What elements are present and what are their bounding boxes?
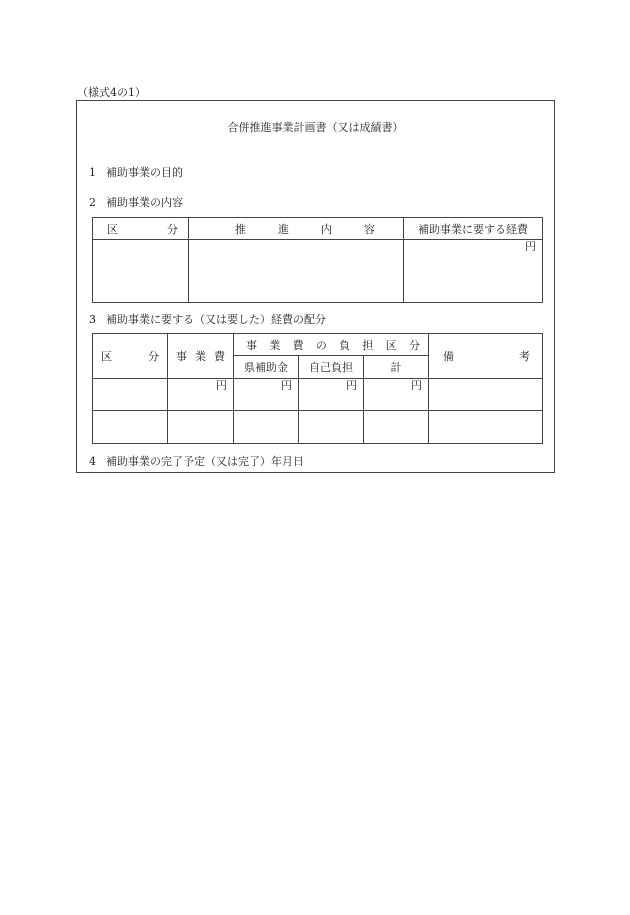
section-3-heading xyxy=(89,311,326,327)
header-kubun: 区 分 xyxy=(93,218,189,240)
section-number: 4 xyxy=(89,455,96,468)
cell-jigyohi[interactable] xyxy=(168,411,234,444)
section-2-heading xyxy=(89,194,183,210)
table-row xyxy=(93,411,543,444)
cell-jiko-futan[interactable] xyxy=(299,411,364,444)
section-label: 補助事業の内容 xyxy=(106,196,183,209)
cell-kubun[interactable] xyxy=(93,379,168,411)
contents-table xyxy=(92,217,543,303)
cell-kei[interactable]: 円 xyxy=(364,379,429,411)
cell-kei[interactable] xyxy=(364,411,429,444)
section-label: 補助事業に要する（又は要した）経費の配分 xyxy=(106,313,326,326)
cell-ken-hojokin[interactable] xyxy=(234,411,299,444)
header-kei: 計 xyxy=(364,356,429,379)
header-ken-hojokin: 県補助金 xyxy=(234,356,299,379)
section-label: 補助事業の完了予定（又は完了）年月日 xyxy=(106,455,304,468)
section-number: 2 xyxy=(89,196,96,209)
cost-allocation-table xyxy=(92,333,543,444)
cell-jiko-futan[interactable]: 円 xyxy=(299,379,364,411)
header-futan-kubun: 事 業 費 の 負 担 区 分 xyxy=(234,334,429,356)
document-title: 合併推進事業計画書（又は成績書） xyxy=(227,121,404,134)
form-number: （様式4の1） xyxy=(77,86,146,99)
cell-kubun[interactable] xyxy=(93,240,189,303)
header-kubun: 区 分 xyxy=(93,334,168,379)
section-number: 3 xyxy=(89,313,96,326)
cell-biko[interactable] xyxy=(429,379,543,411)
table-header-row xyxy=(93,334,543,356)
cell-kubun[interactable] xyxy=(93,411,168,444)
header-content: 推 進 内 容 xyxy=(189,218,404,240)
section-4-heading xyxy=(89,453,304,469)
cell-jigyohi[interactable]: 円 xyxy=(168,379,234,411)
table-row xyxy=(93,379,543,411)
section-label: 補助事業の目的 xyxy=(106,166,183,179)
header-cost: 補助事業に要する経費 xyxy=(404,218,543,240)
cell-cost[interactable]: 円 xyxy=(404,240,543,303)
cell-biko[interactable] xyxy=(429,411,543,444)
section-number: 1 xyxy=(89,166,96,179)
table-row xyxy=(93,240,543,303)
cell-ken-hojokin[interactable]: 円 xyxy=(234,379,299,411)
table-header-row xyxy=(93,218,543,240)
header-biko: 備 考 xyxy=(429,334,543,379)
cell-content[interactable] xyxy=(189,240,404,303)
header-jigyohi: 事 業 費 xyxy=(168,334,234,379)
form-frame xyxy=(76,100,555,473)
section-1-heading xyxy=(89,164,183,180)
header-jiko-futan: 自己負担 xyxy=(299,356,364,379)
